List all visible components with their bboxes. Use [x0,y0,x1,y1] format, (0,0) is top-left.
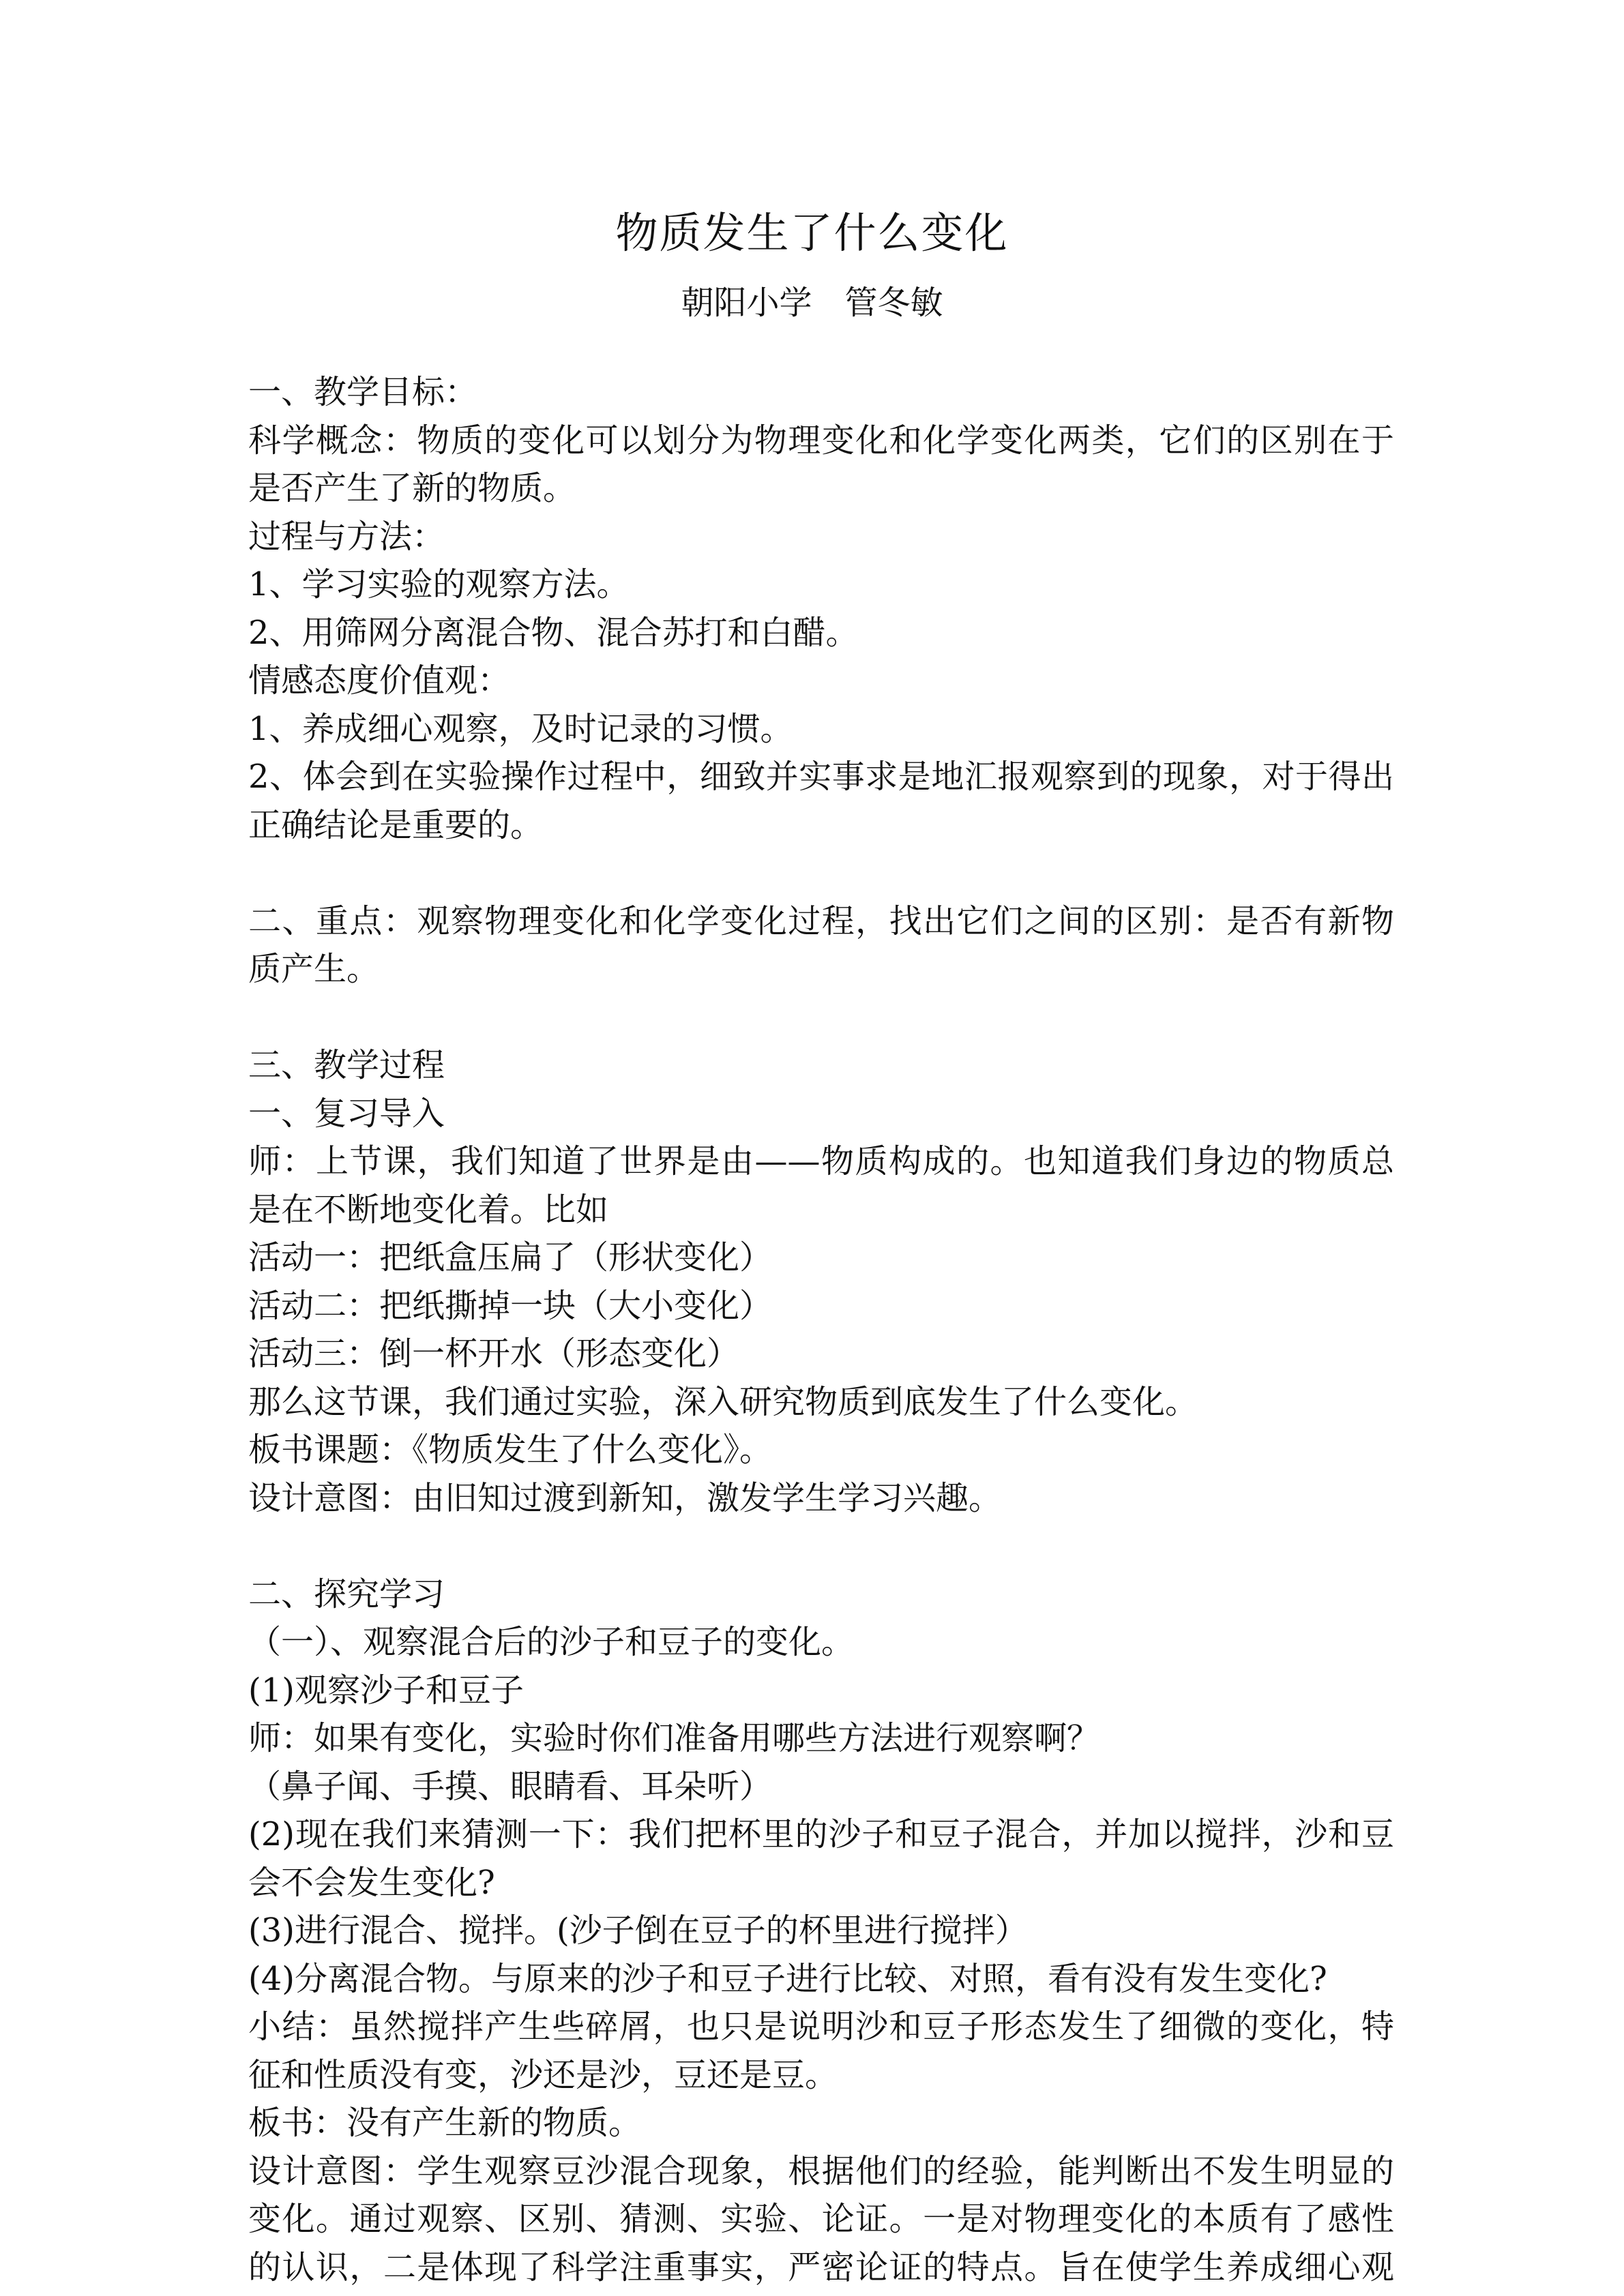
text-line: 二、重点：观察物理变化和化学变化过程，找出它们之间的区别：是否有新物 [248,901,1394,940]
text-line: 是在不断地变化着。比如 [248,1190,609,1229]
text-line: 征和性质没有变，沙还是沙，豆还是豆。 [248,2055,838,2094]
text-line: 一、教学目标： [248,373,478,411]
text-line: 变化。通过观察、区别、猜测、实验、论证。一是对物理变化的本质有了感性 [248,2200,1394,2238]
text-line: 师：如果有变化，实验时你们准备用哪些方法进行观察啊？ [248,1719,1100,1757]
text-line: 板书课题：《物质发生了什么变化》。 [248,1431,773,1469]
text-line: 三、教学过程 [248,1046,445,1084]
text-line: 的认识，二是体现了科学注重事实，严密论证的特点。旨在使学生养成细心观 [248,2248,1394,2286]
text-line: 质产生。 [248,950,380,988]
text-line: （鼻子闻、手摸、眼睛看、耳朵听） [248,1767,773,1806]
blank-line [248,1522,1394,1570]
document-body [248,368,1394,2291]
text-line: 过程与方法： [248,517,445,556]
text-line: （一）、观察混合后的沙子和豆子的变化。 [248,1623,855,1661]
document-author: 朝阳小学 管冬敏 [681,284,943,322]
text-line: 那么这节课，我们通过实验，深入研究物质到底发生了什么变化。 [248,1382,1198,1421]
text-line: 活动二：把纸撕掉一块（大小变化） [248,1286,773,1325]
text-line: 正确结论是重要的。 [248,805,544,844]
text-line: 情感态度价值观： [248,661,511,700]
text-line: 科学概念：物质的变化可以划分为物理变化和化学变化两类，它们的区别在于 [248,421,1394,460]
text-line: 活动一：把纸盒压扁了（形状变化） [248,1238,773,1277]
text-line: 2、用筛网分离混合物、混合苏打和白醋。 [248,613,859,652]
blank-line [248,849,1394,897]
text-line: 是否产生了新的物质。 [248,469,576,507]
text-line: 1、学习实验的观察方法。 [248,565,630,603]
text-line: (3)进行混合、搅拌。(沙子倒在豆子的杯里进行搅拌） [248,1911,1028,1950]
text-line: 2、体会到在实验操作过程中，细致并实事求是地汇报观察到的现象，对于得出 [248,758,1394,796]
blank-line [248,994,1394,1042]
text-line: (2)现在我们来猜测一下：我们把杯里的沙子和豆子混合，并加以搅拌，沙和豆 [248,1815,1394,1853]
text-line: 活动三：倒一杯开水（形态变化） [248,1335,740,1373]
text-line: 小结：虽然搅拌产生些碎屑，也只是说明沙和豆子形态发生了细微的变化，特 [248,2008,1394,2046]
text-line: 会不会发生变化? [248,1863,495,1902]
text-line: 二、探究学习 [248,1575,445,1613]
text-line: 设计意图：学生观察豆沙混合现象，根据他们的经验，能判断出不发生明显的 [248,2151,1394,2190]
document-title: 物质发生了什么变化 [615,208,1009,258]
text-line: 师：上节课，我们知道了世界是由——物质构成的。也知道我们身边的物质总 [248,1142,1394,1180]
text-line: 板书：没有产生新的物质。 [248,2104,642,2142]
text-line: 一、复习导入 [248,1094,445,1133]
text-line: (1)观察沙子和豆子 [248,1671,524,1710]
text-line: (4)分离混合物。与原来的沙子和豆子进行比较、对照，看有没有发生变化? [248,1959,1327,1998]
text-line: 1、养成细心观察，及时记录的习惯。 [248,709,793,748]
text-line: 设计意图：由旧知过渡到新知，激发学生学习兴趣。 [248,1478,1002,1517]
